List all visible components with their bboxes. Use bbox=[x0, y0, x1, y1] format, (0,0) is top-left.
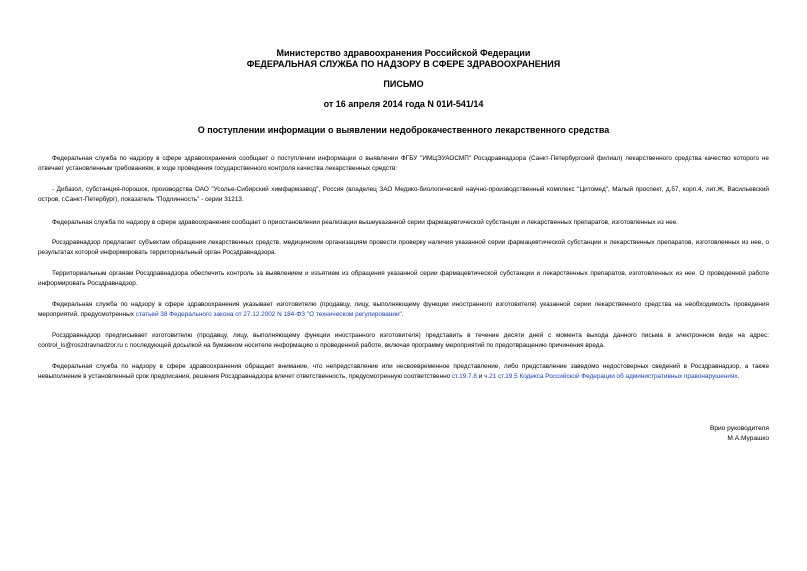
document-date-number: от 16 апреля 2014 года N 01И-541/14 bbox=[323, 99, 484, 109]
koap-19-5-link[interactable]: ч.21 ст.19.5 Кодекса Российской Федерации об административных правонарушениях bbox=[484, 372, 738, 380]
paragraph-7-text: Росздравнадзор предписывает изготовителю (продавцу, лицу, выполняющему функции иностранного изготовителя) представить в течение десяти дней с момента выхода данного письма в электронном виде на адрес: control_ls@roszdravnadzor.ru с последующей досылкой на бумажном носителе информацию о проведенной работе, включая программу мероприятий по предотвращению причинения вреда. bbox=[38, 332, 769, 349]
paragraph-4-text: Росздравнадзор предлагает субъектам обращения лекарственных средств, медицинским организациям провести проверку наличия указанной серии фармацевтической субстанции и лекарственных препаратов, изготовленных из нее, о результатах которой информировать территориальный орган Росздравнадзора. bbox=[38, 239, 769, 256]
paragraph-4 bbox=[38, 238, 769, 257]
paragraph-6-text bbox=[38, 300, 769, 319]
paragraph-2 bbox=[38, 185, 769, 204]
paragraph-8 bbox=[38, 362, 769, 381]
paragraph-2-text: - Дибазол, субстанция-порошок, производства ОАО "Усолье-Сибирский химфармзавод", Россия (владелец ЗАО Медико-биологический научно-производственный комплекс "Цитомед", Малый проспект, д.57, корп.4, лит.Ж, Васильевский остров, г.Санкт-Петербург), показатель "Подлинность" - серии 31213. bbox=[38, 186, 769, 203]
paragraph-1-text: Федеральная служба по надзору в сфере здравоохранения сообщает о поступлении информации о выявлении ФГБУ "ИМЦЭУАОСМП" Росздравнадзора (Санкт-Петербургский филиал) лекарственного средства качество которого не отвечает установленным требованиям, в ходе проведения государственного контроля качества лекарственных средств: bbox=[38, 155, 769, 172]
service-name: ФЕДЕРАЛЬНАЯ СЛУЖБА ПО НАДЗОРУ В СФЕРЕ ЗДРАВООХРАНЕНИЯ bbox=[246, 59, 561, 69]
law-184-fz-link[interactable]: статьей 38 Федерального закона от 27.12.2002 N 184-ФЗ "О техническом регулировании" bbox=[135, 310, 402, 318]
paragraph-1 bbox=[38, 154, 769, 173]
document-subject: О поступлении информации о выявлении недоброкачественного лекарственного средства bbox=[197, 125, 610, 135]
paragraph-6 bbox=[38, 300, 769, 319]
paragraph-7 bbox=[38, 331, 769, 350]
signature-name: М.А.Мурашко bbox=[727, 435, 769, 442]
paragraph-5-text: Территориальным органам Росздравнадзора обеспечить контроль за выявлением и изъятием из обращения указанной серии фармацевтической субстанции и лекарственных препаратов, изготовленных из нее. О проведенной работе информировать Росздравнадзор. bbox=[38, 270, 769, 287]
paragraph-8-before: Федеральная служба по надзору в сфере здравоохранения обращает внимание, что непредставление или несвоевременное представление, либо представление заведомо недостоверных сведений в Росздравнадзор, а также невыполнение в установленный срок предписания, решения Росздравнадзора влечет ответственность, предусмотренную соответственно bbox=[38, 363, 769, 380]
koap-19-7-8-link[interactable]: ст.19.7.8 bbox=[451, 372, 477, 380]
paragraph-3-text: Федеральная служба по надзору в сфере здравоохранения сообщает о приостановлении реализации вышеуказанной серии фармацевтической субстанции и лекарственных препаратов, изготовленных из нее. bbox=[52, 219, 678, 226]
document-type: ПИСЬМО bbox=[383, 79, 424, 89]
signature-title: Врио руководителя bbox=[709, 425, 769, 432]
paragraph-8-after: . bbox=[737, 372, 740, 380]
paragraph-3 bbox=[38, 218, 769, 228]
paragraph-8-mid: и bbox=[476, 372, 485, 380]
ministry-name: Министерство здравоохранения Российской Федерации bbox=[276, 48, 531, 58]
paragraph-5 bbox=[38, 269, 769, 288]
paragraph-8-text bbox=[38, 362, 769, 381]
paragraph-6-before: Федеральная служба по надзору в сфере здравоохранения указывает изготовителю (продавцу, лицу, выполняющему функции иностранного изготовителя) указанной серии лекарственного средства на необходимость проведения мероприятий, предусмотренных bbox=[38, 301, 769, 318]
paragraph-6-after: . bbox=[401, 310, 404, 318]
signature-block bbox=[710, 424, 769, 444]
